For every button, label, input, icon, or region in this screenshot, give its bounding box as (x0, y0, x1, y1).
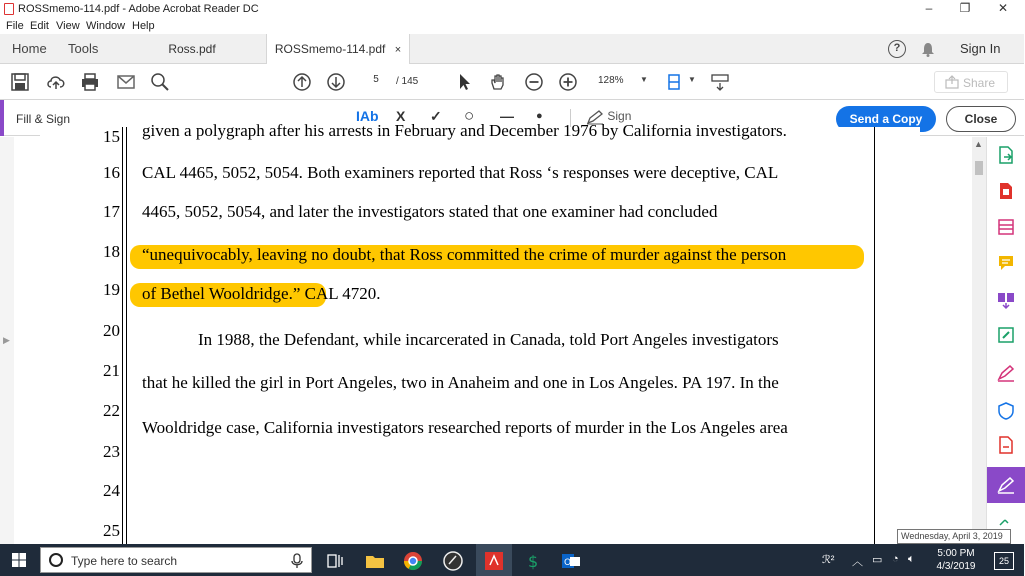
export-pdf-icon[interactable] (996, 145, 1016, 165)
fill-sign-active-icon (996, 475, 1016, 495)
text-line-19-highlighted: of Bethel Wooldridge.” (142, 284, 301, 303)
expand-nav-pane-icon[interactable]: ▶ (3, 335, 10, 345)
circle-tool[interactable]: ○ (464, 106, 475, 125)
margin-rule-left-2 (126, 127, 127, 557)
keyboard-scroll-icon[interactable] (710, 72, 730, 92)
tab-label: ROSSmemo-114.pdf (274, 42, 386, 56)
line-tool[interactable]: — (500, 108, 514, 124)
print-icon[interactable] (80, 72, 100, 92)
volume-icon[interactable]: 🔈︎ (908, 553, 915, 565)
comment-icon[interactable] (996, 253, 1016, 273)
line-number: 23 (103, 442, 120, 461)
help-icon[interactable] (888, 40, 906, 58)
line-number: 16 (103, 163, 120, 182)
send-a-copy-button[interactable]: Send a Copy (836, 106, 936, 132)
tray-overflow-icon[interactable]: ︿ (852, 556, 863, 568)
line-number: 21 (103, 361, 120, 380)
edit-pdf-icon[interactable] (996, 325, 1016, 345)
scrollbar-thumb[interactable] (975, 161, 983, 175)
text-line-17: 4465, 5052, 5054, and later the investigators stated that one examiner had concluded (142, 202, 718, 221)
fill-sign-active-tool[interactable] (987, 467, 1025, 503)
zoom-level[interactable]: 128% (598, 75, 624, 86)
zoom-out-icon[interactable] (524, 72, 544, 92)
dot-tool[interactable]: ● (536, 110, 543, 122)
text-line-16: CAL 4465, 5052, 5054. Both examiners reported that Ross ‘s responses were deceptive, CAL (142, 163, 779, 182)
menu-window[interactable]: Window (86, 20, 126, 32)
outlook-icon[interactable] (560, 550, 582, 572)
help-glyph: ? (893, 42, 901, 54)
cross-mark-tool[interactable]: X (396, 108, 406, 124)
line-number: 20 (103, 321, 120, 340)
tab-bar (0, 34, 1024, 64)
windows-taskbar (0, 544, 1024, 576)
close-fill-sign-button[interactable]: Close (946, 106, 1016, 132)
email-icon[interactable] (116, 72, 136, 92)
margin-rule-right (874, 127, 875, 557)
tools-pane (986, 137, 1024, 544)
app-circle-icon[interactable] (442, 550, 464, 572)
protect-shield-icon[interactable] (996, 401, 1016, 421)
pdf-export-red-icon[interactable] (996, 435, 1016, 455)
zoom-dropdown-icon[interactable]: ▼ (640, 75, 648, 84)
menu-view[interactable]: View (56, 20, 80, 32)
clock-date: 4/3/2019 (936, 561, 976, 572)
line-number: 24 (103, 481, 120, 500)
line-number: 18 (103, 242, 120, 261)
tab-close-icon[interactable]: × (394, 44, 402, 56)
tab-label: Ross.pdf (168, 42, 216, 56)
line-number: 17 (103, 202, 120, 221)
tab-ross-pdf[interactable] (130, 34, 254, 64)
text-line-19 (142, 284, 381, 304)
page-total: / 145 (396, 76, 419, 87)
text-line-18: “unequivocably, leaving no doubt, that Ross committed the crime of murder against the person (142, 245, 787, 264)
line-number: 15 (103, 127, 120, 146)
battery-icon[interactable]: ▭ (872, 554, 883, 566)
upload-cloud-icon[interactable] (46, 72, 66, 92)
close-window-button[interactable]: ✕ (997, 1, 1009, 15)
svg-text:$: $ (528, 552, 539, 571)
document-viewport[interactable] (0, 121, 972, 544)
share-icon (945, 75, 959, 89)
text-line-20: In 1988, the Defendant, while incarcerated in Canada, told Port Angeles investigators (198, 330, 779, 349)
menu-file[interactable]: File (6, 20, 24, 32)
task-view-icon[interactable] (324, 550, 346, 572)
tab-tools[interactable]: Tools (68, 41, 99, 56)
text-line-15: given a polygraph after his arrests in February and December 1976 by California investigators. (142, 121, 787, 140)
previous-page-icon[interactable] (292, 72, 312, 92)
notification-bell-icon[interactable] (920, 41, 936, 57)
minimize-button[interactable]: – (925, 1, 933, 15)
clock-time: 5:00 PM (937, 548, 975, 559)
combine-files-icon[interactable] (996, 289, 1016, 309)
fit-dropdown-icon[interactable]: ▼ (688, 75, 696, 84)
network-icon[interactable]: ◔ (892, 553, 899, 565)
add-text-tool[interactable]: IAb (356, 108, 379, 124)
acrobat-app-icon (4, 3, 14, 15)
line-number: 25 (103, 521, 120, 540)
file-explorer-icon[interactable] (364, 550, 386, 572)
notification-count: 25 (998, 556, 1009, 566)
main-toolbar (0, 64, 1024, 100)
svg-text:O: O (564, 558, 572, 568)
save-icon[interactable] (10, 72, 30, 92)
menu-bar (0, 18, 1024, 34)
more-tools-icon[interactable] (996, 511, 1016, 531)
text-line-21: that he killed the girl in Port Angeles, two in Anaheim and one in Los Angeles. PA 197. In the (142, 373, 779, 392)
chrome-icon[interactable] (402, 550, 424, 572)
share-label: Share (963, 76, 996, 90)
hand-tool-icon[interactable] (488, 72, 508, 92)
tab-rossmemo-pdf[interactable] (266, 34, 410, 64)
taskbar-clock[interactable] (926, 547, 986, 573)
scroll-up-icon[interactable]: ▲ (974, 139, 983, 149)
restore-button[interactable]: ❐ (959, 1, 971, 15)
menu-help[interactable]: Help (132, 20, 155, 32)
fill-sign-label: Fill & Sign (16, 112, 71, 126)
acrobat-taskbar-button[interactable] (476, 544, 512, 576)
create-pdf-icon[interactable] (996, 181, 1016, 201)
zoom-in-icon[interactable] (558, 72, 578, 92)
fit-page-icon[interactable] (666, 72, 686, 92)
menu-edit[interactable]: Edit (30, 20, 49, 32)
share-button[interactable] (934, 71, 1008, 93)
check-mark-tool[interactable]: ✓ (430, 108, 442, 124)
people-icon[interactable]: ℛ² (822, 554, 835, 566)
dollar-app-icon[interactable] (522, 550, 544, 572)
sign-label: Sign (607, 109, 632, 124)
organize-pages-icon[interactable] (996, 217, 1016, 237)
title-bar (0, 0, 1024, 18)
sign-in-link[interactable]: Sign In (960, 41, 1001, 56)
microphone-icon[interactable] (291, 553, 303, 569)
taskbar-search-box[interactable] (40, 547, 312, 573)
fill-sign-pen-icon[interactable] (996, 363, 1016, 383)
line-number: 19 (103, 280, 120, 299)
line-number: 22 (103, 401, 120, 420)
vertical-scrollbar[interactable] (972, 137, 986, 544)
tab-home[interactable]: Home (12, 41, 47, 56)
window-title: ROSSmemo-114.pdf - Adobe Acrobat Reader DC (18, 3, 259, 15)
fill-sign-accent (0, 100, 4, 136)
margin-rule-left-1 (122, 127, 123, 557)
text-line-22: Wooldridge case, California investigators researched reports of murder in the Los Angeles area (142, 418, 788, 437)
text-line-19-rest: CAL 4720. (300, 284, 381, 303)
acrobat-taskbar-icon (483, 550, 505, 572)
cortana-circle-icon (49, 553, 63, 567)
search-icon[interactable] (150, 72, 170, 92)
pdf-page (40, 121, 920, 557)
windows-start-icon[interactable] (12, 553, 26, 567)
date-tooltip: Wednesday, April 3, 2019 (897, 529, 1011, 544)
search-placeholder: Type here to search (71, 554, 178, 568)
page-number-input[interactable]: 5 (373, 74, 379, 85)
next-page-icon[interactable] (326, 72, 346, 92)
select-cursor-icon[interactable] (454, 72, 474, 92)
action-center-icon[interactable] (994, 552, 1014, 570)
